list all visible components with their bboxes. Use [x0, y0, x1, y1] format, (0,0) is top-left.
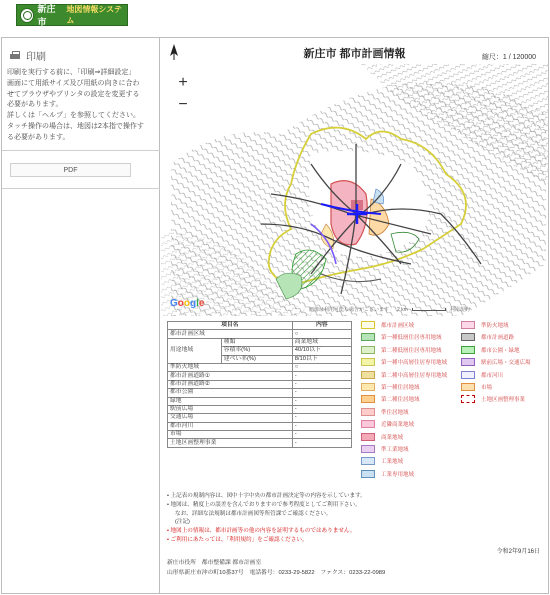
instruction-line: せてブラウザやプリンタの設定を変更する	[7, 90, 140, 98]
legend-item	[461, 321, 509, 329]
legend-label: 土地区画整理事業	[481, 397, 526, 404]
legend-label: 第一種中高層住居専用地域	[381, 360, 448, 367]
divider	[2, 188, 160, 189]
legend-swatch	[461, 383, 475, 391]
note-line: • ご利用にあたっては、「利用規約」をご確認ください。	[167, 536, 308, 543]
instruction-line: る必要があります。	[7, 133, 70, 141]
legend-swatch	[361, 445, 375, 453]
table-cell: 駅前広場	[168, 405, 293, 413]
sidebar-title	[10, 48, 46, 63]
logo-city-text: 新庄市	[37, 4, 56, 27]
legend-label: 近隣商業地域	[381, 422, 415, 429]
legend-item	[361, 470, 414, 478]
legend-label: 第二種低層住居専用地域	[381, 347, 442, 354]
legend-swatch	[361, 470, 375, 478]
table-row	[168, 363, 352, 371]
legend-label: 商業地域	[381, 434, 404, 441]
table-row	[168, 431, 352, 439]
app-header	[0, 0, 550, 36]
table-cell: 建ぺい率(%)	[221, 355, 292, 363]
map-view[interactable]	[161, 64, 548, 316]
legend-item	[461, 346, 520, 354]
table-cell: 商業地域	[292, 338, 351, 346]
legend-item	[361, 408, 409, 416]
legend-swatch	[361, 420, 375, 428]
office-address: 山形県新庄市沖の町10番37号 電話番号：0233-29-5822 ファクス：0233-22-0989	[167, 570, 386, 576]
legend-label: 駅前広場・交通広場	[481, 360, 531, 367]
map-distance: 2 km	[397, 306, 408, 313]
map-attribution-text: 画像は利用可能な場合がございます	[309, 307, 390, 313]
legend-item	[361, 445, 409, 453]
table-cell: ○	[292, 330, 351, 338]
legend-swatch	[361, 457, 375, 465]
legend-item	[361, 420, 414, 428]
note-line	[167, 518, 542, 527]
legend-label: 第二種住居地域	[381, 397, 420, 404]
table-cell: -	[292, 389, 351, 397]
instruction-line: 詳しくは「ヘルプ」を参照してください。	[7, 112, 140, 120]
table-row	[168, 338, 352, 346]
legend-item	[361, 433, 403, 441]
table-row	[168, 397, 352, 405]
table-header-content: 内容	[292, 322, 351, 330]
city-seal-icon	[20, 8, 34, 23]
legend-item	[461, 371, 503, 379]
legend-swatch	[361, 321, 375, 329]
legend-item	[361, 346, 442, 354]
legend-swatch	[361, 358, 375, 366]
note-text: (注記)	[175, 519, 190, 526]
table-cell: 容積率(%)	[221, 347, 292, 355]
table-cell: 8/10以下	[292, 355, 351, 363]
instruction-line: タッチ操作の場合は、地図は2本指で操作す	[7, 122, 144, 130]
table-cell: 都市公園	[168, 389, 293, 397]
table-cell: -	[292, 372, 351, 380]
table-cell: 用途地域	[168, 338, 222, 363]
table-cell: -	[292, 405, 351, 413]
legend-label: 工業専用地域	[381, 471, 415, 478]
print-frame	[1, 37, 549, 594]
note-line: • 地図は、精度上の誤差を含んでおりますので参考程度としてご利用下さい。	[167, 501, 361, 508]
table-cell: 都市計画区域	[168, 330, 293, 338]
legend-swatch	[361, 433, 375, 441]
legend-swatch	[461, 371, 475, 379]
sidebar-title-label: 印刷	[26, 52, 46, 63]
legend-item	[361, 333, 442, 341]
legend-item	[461, 395, 525, 403]
table-row	[168, 330, 352, 338]
table-cell: -	[292, 422, 351, 430]
legend-label: 第一種低層住居専用地域	[381, 335, 442, 342]
table-cell: ○	[292, 363, 351, 371]
legend-item	[361, 457, 403, 465]
note-text: 上記表の規制内容は、図中十字中央の都市計画決定等の内容を示しています。	[170, 493, 366, 499]
table-cell: 土地区画整理事業	[168, 439, 293, 447]
table-row	[168, 414, 352, 422]
legend-swatch	[361, 395, 375, 403]
legend-item	[361, 371, 447, 379]
note-text: ご利用にあたっては、「利用規約」をご確認ください。	[170, 536, 308, 543]
note-text: 地図上の情報は、都市計画等の他の内容を証明するものではありません。	[170, 528, 356, 535]
legend-swatch	[361, 371, 375, 379]
legend-item	[361, 321, 414, 329]
legend-swatch	[361, 408, 375, 416]
table-cell: 準防火地域	[168, 363, 293, 371]
legend-item	[461, 383, 492, 391]
table-cell: 緑地	[168, 397, 293, 405]
issue-date: 令和2年9月16日	[496, 549, 540, 555]
legend-label: 都市計画道路	[481, 335, 515, 342]
office-info	[167, 558, 385, 578]
table-cell: -	[292, 431, 351, 439]
map-scalebar	[412, 308, 446, 311]
table-cell: -	[292, 397, 351, 405]
note-text: 地図は、精度上の誤差を含んでおりますので参考程度としてご利用下さい。	[170, 501, 361, 508]
legend-label: 都市河川	[481, 372, 504, 379]
table-header-item: 項目名	[168, 322, 293, 330]
office-name: 新庄市役所 都市整備課 都市計画室	[167, 560, 262, 566]
legend-label: 都市計画区域	[381, 323, 415, 329]
legend-item	[361, 383, 420, 391]
instruction-line: 画面にて用紙サイズ及び用紙の向きに合わ	[7, 79, 140, 87]
map-attribution	[309, 306, 470, 313]
note-line: • 上記表の規制内容は、図中十字中央の都市計画決定等の内容を示しています。	[167, 493, 366, 499]
legend-swatch	[361, 333, 375, 341]
note-line: • 地図上の情報は、都市計画等の他の内容を証明するものではありません。	[167, 528, 356, 535]
table-cell: 都市計画道路②	[168, 380, 293, 388]
note-text: なお、詳細な法規制は都市計画図等所管課でご確認ください。	[175, 510, 332, 517]
legend-item	[361, 358, 447, 366]
table-row	[168, 389, 352, 397]
legend-label: 準防火地域	[481, 323, 509, 329]
map-terms-link[interactable]: 利用規約	[449, 307, 470, 313]
instruction-line: 印刷を実行する前に、「印刷⇒詳細設定」	[7, 69, 136, 76]
legend-swatch	[361, 346, 375, 354]
legend-swatch	[461, 358, 475, 366]
google-logo: Google	[170, 298, 205, 309]
legend-label: 準住居地域	[381, 409, 409, 416]
notes	[167, 492, 542, 545]
legend-swatch	[461, 333, 475, 341]
note-line	[167, 510, 542, 519]
map-canvas[interactable]	[161, 64, 548, 316]
table-row	[168, 439, 352, 447]
app-logo[interactable]	[16, 4, 128, 26]
zoom-out-button[interactable]: −	[169, 94, 197, 116]
legend-label: 準工業地域	[381, 447, 409, 453]
table-row	[168, 372, 352, 380]
map-scale: 縮尺：1 / 120000	[481, 54, 536, 61]
zoom-in-button[interactable]: +	[169, 72, 197, 94]
legend-swatch	[461, 346, 475, 354]
table-cell: 都市計画道路①	[168, 372, 293, 380]
legend-label: 都市公園・緑地	[481, 347, 520, 354]
regulation-table	[167, 321, 352, 448]
table-cell: 種類	[221, 338, 292, 346]
table-row	[168, 422, 352, 430]
pdf-button[interactable]: PDF	[10, 163, 131, 177]
legend-label: 市場	[481, 385, 493, 391]
printer-icon	[10, 51, 20, 60]
logo-system-text: 地図情報システム	[66, 5, 122, 25]
table-row	[168, 380, 352, 388]
table-cell: -	[292, 439, 351, 447]
print-instructions	[7, 68, 157, 144]
table-cell: 交通広場	[168, 414, 293, 422]
legend-swatch	[361, 383, 375, 391]
legend-label: 工業地域	[381, 459, 404, 466]
table-cell: 市場	[168, 431, 293, 439]
print-sidebar	[2, 38, 160, 593]
table-cell: 都市河川	[168, 422, 293, 430]
legend-item	[361, 395, 420, 403]
map-title: 新庄市 都市計画情報	[303, 48, 406, 60]
legend-item	[461, 358, 531, 366]
legend-label: 第一種住居地域	[381, 385, 420, 391]
legend-swatch	[461, 321, 475, 329]
table-cell: 40/10以下	[292, 347, 351, 355]
table-header-row	[168, 322, 352, 330]
print-preview	[161, 38, 548, 593]
legend-item	[461, 333, 514, 341]
instruction-line: 必要があります。	[7, 101, 63, 109]
legend-label: 第二種中高層住居専用地域	[381, 372, 448, 379]
table-cell: -	[292, 380, 351, 388]
divider	[2, 150, 160, 151]
table-cell: -	[292, 414, 351, 422]
table-row	[168, 405, 352, 413]
legend-swatch	[461, 395, 475, 403]
